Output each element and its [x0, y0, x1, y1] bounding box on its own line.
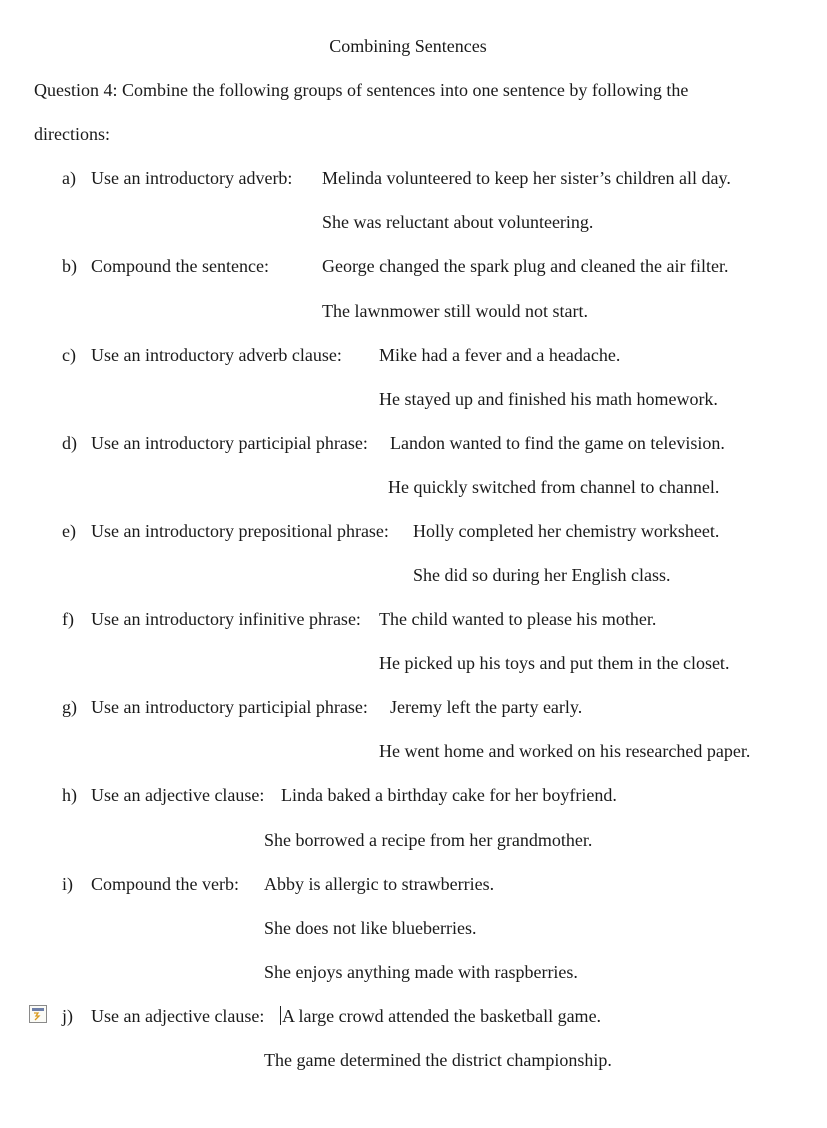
item-j-sentence-2: The game determined the district championship.	[264, 1050, 612, 1070]
item-d-direction: Use an introductory participial phrase:	[91, 433, 368, 453]
page-title: Combining Sentences	[329, 36, 487, 56]
item-h-sentence-1: Linda baked a birthday cake for her boyfriend.	[281, 785, 617, 805]
item-a-sentence-2: She was reluctant about volunteering.	[322, 212, 594, 232]
item-d-sentence-2: He quickly switched from channel to channel.	[388, 477, 720, 497]
item-f-marker: f)	[62, 609, 74, 629]
item-c-marker: c)	[62, 345, 76, 365]
item-i-direction: Compound the verb:	[91, 874, 239, 894]
item-h-marker: h)	[62, 785, 77, 805]
item-e-sentence-2: She did so during her English class.	[413, 565, 671, 585]
item-j-marker: j)	[62, 1006, 73, 1026]
item-f-sentence-2: He picked up his toys and put them in the closet.	[379, 653, 730, 673]
item-c-direction: Use an introductory adverb clause:	[91, 345, 342, 365]
item-a-marker: a)	[62, 168, 76, 188]
item-d-sentence-1: Landon wanted to find the game on television.	[390, 433, 725, 453]
item-g-sentence-1: Jeremy left the party early.	[390, 697, 583, 717]
item-b-marker: b)	[62, 256, 77, 276]
item-e-sentence-1: Holly completed her chemistry worksheet.	[413, 521, 720, 541]
text-cursor	[280, 1006, 281, 1025]
item-c-sentence-2: He stayed up and finished his math homework.	[379, 389, 718, 409]
item-i-sentence-1: Abby is allergic to strawberries.	[264, 874, 495, 894]
item-j-direction: Use an adjective clause:	[91, 1006, 265, 1026]
item-i-sentence-2: She does not like blueberries.	[264, 918, 477, 938]
item-c-sentence-1: Mike had a fever and a headache.	[379, 345, 621, 365]
question-text-line-2: directions:	[34, 124, 110, 144]
item-a-sentence-1: Melinda volunteered to keep her sister’s children all day.	[322, 168, 731, 188]
item-h-direction: Use an adjective clause:	[91, 785, 265, 805]
item-g-direction: Use an introductory participial phrase:	[91, 697, 368, 717]
item-j-sentence-1-line[interactable]	[280, 1005, 601, 1027]
item-f-direction: Use an introductory infinitive phrase:	[91, 609, 361, 629]
item-j-sentence-1: A large crowd attended the basketball game.	[282, 1006, 602, 1026]
item-b-sentence-2: The lawnmower still would not start.	[322, 301, 588, 321]
item-d-marker: d)	[62, 433, 77, 453]
item-e-marker: e)	[62, 521, 76, 541]
question-text-line-1: Question 4: Combine the following groups of sentences into one sentence by following the	[34, 80, 689, 100]
item-f-sentence-1: The child wanted to please his mother.	[379, 609, 657, 629]
item-g-marker: g)	[62, 697, 77, 717]
item-b-sentence-1: George changed the spark plug and cleaned the air filter.	[322, 256, 729, 276]
item-a-direction: Use an introductory adverb:	[91, 168, 293, 188]
item-e-direction: Use an introductory prepositional phrase:	[91, 521, 389, 541]
item-b-direction: Compound the sentence:	[91, 256, 269, 276]
comment-note-icon[interactable]	[29, 1005, 47, 1023]
item-i-sentence-3: She enjoys anything made with raspberries.	[264, 962, 578, 982]
item-i-marker: i)	[62, 874, 73, 894]
item-h-sentence-2: She borrowed a recipe from her grandmother.	[264, 830, 593, 850]
item-g-sentence-2: He went home and worked on his researched paper.	[379, 741, 751, 761]
